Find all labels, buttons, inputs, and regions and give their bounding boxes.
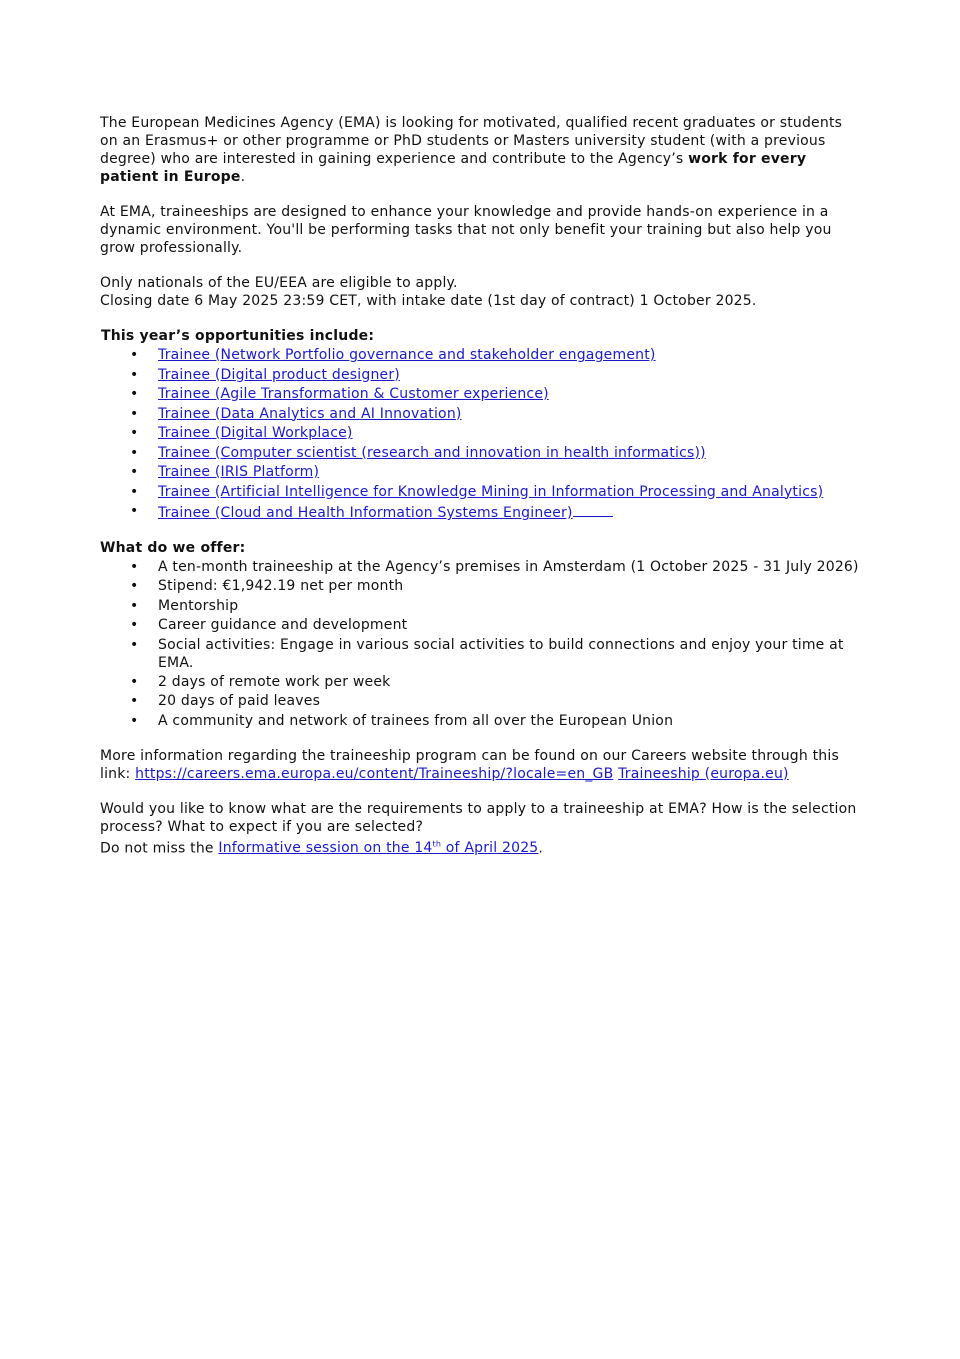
opportunities-heading: This year’s opportunities include: [101, 328, 375, 344]
bullet-icon: • [130, 503, 139, 519]
list-item [130, 385, 860, 403]
bullet-icon: • [130, 347, 139, 363]
intro-end: . [240, 169, 246, 185]
offer-item-community: A community and network of trainees from all over the European Union [158, 712, 674, 729]
bullet-icon: • [130, 559, 139, 575]
offer-item-remote: 2 days of remote work per week [158, 673, 391, 690]
bullet-icon: • [130, 366, 139, 383]
session-link-text: Informative session on the 14 [218, 840, 433, 857]
bullet-icon: • [130, 693, 139, 710]
bullet-icon: • [130, 597, 139, 614]
trainee-link-cloud-health[interactable]: Trainee (Cloud and Health Information Systems Engineer) [158, 505, 573, 521]
traineeships-paragraph: At EMA, traineeships are designed to enhance your knowledge and provide hands-on experience in a dynamic environment. You'll be performing tasks that not only benefit your training but also help you grow professionally. [100, 204, 832, 256]
offer-item-leave: 20 days of paid leaves [158, 693, 321, 710]
more-info-text: More information regarding the traineeship program can be found on our Careers website through this link: [100, 747, 839, 782]
bullet-icon: • [130, 483, 139, 500]
bullet-icon: • [130, 578, 139, 595]
careers-url-link[interactable]: https://careers.ema.europa.eu/content/Traineeship/?locale=en_GB [135, 765, 614, 782]
offer-list [100, 558, 860, 730]
list-item [130, 597, 860, 615]
offer-item-mentorship: Mentorship [158, 597, 239, 614]
list-item [130, 405, 860, 423]
session-suffix: . [538, 840, 544, 857]
session-prefix: Do not miss the [100, 840, 219, 857]
trainee-link-iris-platform[interactable]: Trainee (IRIS Platform) [158, 464, 320, 480]
bullet-icon: • [130, 617, 139, 634]
session-link-sup: th [432, 839, 442, 849]
list-item [130, 463, 860, 481]
bullet-icon: • [130, 444, 139, 461]
offer-item-career: Career guidance and development [158, 617, 408, 634]
offer-heading: What do we offer: [100, 540, 246, 556]
intro-text: The European Medicines Agency (EMA) is looking for motivated, qualified recent graduates or students on an Erasmus+ or other programme or PhD students or Masters university student (with a previous degree) who are interested in gaining experience and contribute to the Agency’s [100, 115, 843, 167]
list-item [130, 636, 860, 672]
bullet-icon: • [130, 712, 139, 729]
trainee-link-digital-workplace[interactable]: Trainee (Digital Workplace) [158, 425, 353, 441]
intro-paragraph [100, 114, 860, 186]
closing-date-text: Closing date 6 May 2025 23:59 CET, with intake date (1st day of contract) 1 October 2025. [100, 293, 757, 309]
traineeship-europa-link[interactable]: Traineeship (europa.eu) [618, 765, 789, 782]
list-item [130, 483, 860, 501]
bullet-icon: • [130, 425, 139, 441]
list-item [130, 712, 860, 730]
session-line [100, 836, 860, 858]
list-item [130, 424, 860, 442]
offer-item-social: Social activities: Engage in various social activities to build connections and enjoy your time at EMA. [158, 636, 844, 671]
list-item [130, 502, 860, 522]
offer-item-traineeship: A ten-month traineeship at the Agency’s premises in Amsterdam (1 October 2025 - 31 July 2026) [158, 559, 859, 575]
more-info-paragraph [100, 747, 860, 783]
session-link-text-end: of April 2025 [441, 840, 539, 857]
eligibility-text: Only nationals of the EU/EEA are eligible to apply. [100, 275, 458, 291]
document-page [100, 114, 860, 857]
trainee-link-data-analytics[interactable]: Trainee (Data Analytics and AI Innovation) [158, 405, 462, 422]
trainee-link-artificial-intelligence[interactable]: Trainee (Artificial Intelligence for Knowledge Mining in Information Processing and Analytics) [158, 483, 824, 500]
list-item [130, 558, 860, 576]
list-item [130, 444, 860, 462]
bullet-icon: • [130, 386, 139, 402]
list-item [130, 346, 860, 364]
opportunities-list [100, 346, 860, 522]
bullet-icon: • [130, 636, 139, 653]
list-item [130, 673, 860, 691]
trainee-link-agile-transformation[interactable]: Trainee (Agile Transformation & Customer experience) [158, 386, 549, 402]
link-underline-tail [573, 502, 613, 517]
bullet-icon: • [130, 673, 139, 690]
offer-item-stipend: Stipend: €1,942.19 net per month [158, 578, 404, 595]
list-item [130, 577, 860, 595]
trainee-link-digital-product-designer[interactable]: Trainee (Digital product designer) [158, 366, 400, 383]
bullet-icon: • [130, 464, 139, 480]
list-item [130, 366, 860, 384]
intro-emphasis: work for every patient in Europe [100, 151, 807, 185]
informative-session-link[interactable] [218, 840, 538, 856]
list-item [130, 616, 860, 634]
trainee-link-network-portfolio[interactable]: Trainee (Network Portfolio governance and stakeholder engagement) [158, 347, 656, 363]
bullet-icon: • [130, 405, 139, 422]
trainee-link-computer-scientist[interactable]: Trainee (Computer scientist (research and innovation in health informatics)) [158, 444, 706, 461]
list-item [130, 692, 860, 710]
session-question: Would you like to know what are the requirements to apply to a traineeship at EMA? How is the selection process? What to expect if you are selected? [100, 800, 857, 835]
